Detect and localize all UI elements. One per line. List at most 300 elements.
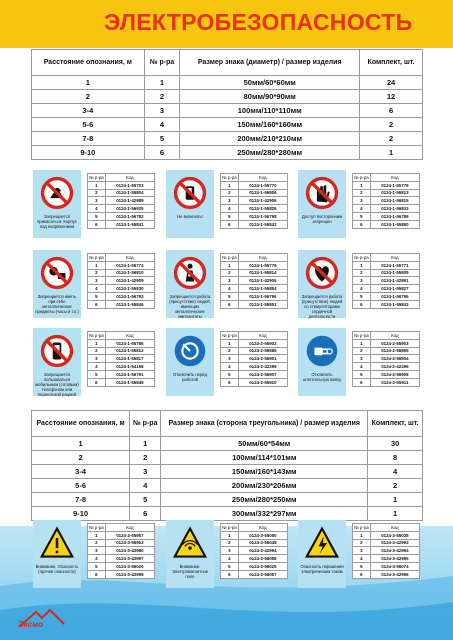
code-table-header: № р-ра [89,524,104,530]
product-code: 0124-3-42993 [370,539,419,547]
code-row [353,205,420,213]
sign-card [33,520,81,588]
code-row [353,197,420,205]
product-code: 0124-1-54158 [105,363,154,371]
code-row [88,539,155,547]
size-number: 4 [88,555,106,563]
table-cell: 150мм/160*160мм [180,118,360,132]
size-number: 1 [88,531,106,539]
code-table-header: Код [238,254,287,262]
product-code: 0124-1-55779 [370,181,419,189]
code-row [88,370,155,378]
size-number: 5 [88,370,106,378]
sign-card [33,250,81,318]
size-number: 3 [353,197,371,205]
table-row [32,451,423,465]
table-header: Размер знака (диаметр) / размер изделия [180,50,360,76]
size-number: 6 [353,220,371,228]
code-row [353,261,420,269]
code-table [87,331,155,387]
table-row [32,90,423,104]
size-number: 2 [353,189,371,197]
code-table [220,331,288,387]
sign-caption: Отключить штепсельную вилку [302,372,342,382]
sign-card [166,328,214,396]
table-cell: 200мм/210*210мм [180,132,360,146]
size-number: 1 [221,181,239,189]
code-row [221,205,288,213]
code-row [88,531,155,539]
product-code: 0124-3-56057 [238,570,287,578]
code-row [88,363,155,371]
code-table-header: № р-ра [222,332,237,338]
code-row [353,220,420,228]
code-row [221,300,288,308]
product-code: 0124-1-56810 [105,269,154,277]
code-row [88,300,155,308]
product-code: 0124-3-55957 [105,531,154,539]
code-row [221,261,288,269]
table-cell: 24 [360,76,423,90]
code-row [88,555,155,563]
product-code: 0124-3-55038 [370,531,419,539]
product-code: 0124-1-56806 [238,189,287,197]
size-number: 6 [221,378,239,386]
sign-card [166,170,214,238]
prohibition-water-icon [40,176,74,210]
code-table-header: Код [105,254,154,262]
table-row [32,479,423,493]
code-table-header: № р-ра [354,174,369,180]
table-row [32,76,423,90]
code-row [353,570,420,578]
sign-caption: Внимание. Опасность (прочие опасности) [35,564,79,574]
table-cell: 4 [368,465,423,479]
product-code: 0124-2-56908 [370,370,419,378]
prohibition-pacemaker-icon [305,256,339,290]
table-cell: 100мм/114*101мм [161,451,368,465]
code-row [353,189,420,197]
size-number: 1 [221,531,239,539]
code-table-header: Код [238,332,287,340]
product-code: 0124-1-56789 [370,212,419,220]
size-number: 1 [353,339,371,347]
code-table-header: Код [105,524,154,532]
code-table [87,173,155,229]
code-row [221,547,288,555]
prohibition-implant-icon [173,256,207,290]
code-row [88,212,155,220]
code-row [353,292,420,300]
code-table [87,253,155,309]
size-number: 1 [221,339,239,347]
product-code: 0124-1-55774 [105,261,154,269]
size-number: 5 [88,212,106,220]
code-row [88,347,155,355]
product-code: 0124-1-55841 [105,220,154,228]
product-code: 0124-1-55851 [238,300,287,308]
size-number: 4 [221,205,239,213]
table-cell: 1 [130,437,161,451]
table-row [32,104,423,118]
product-code: 0124-3-56025 [238,562,287,570]
sign-caption: Запрещается иметь при себе металлические предметы (часы и т.п.) [35,294,79,314]
table-row [32,465,423,479]
size-number: 2 [88,347,106,355]
table-cell: 6 [144,146,180,160]
product-code: 0124-3-42998 [105,570,154,578]
table-cell: 1 [368,493,423,507]
size-number: 3 [88,197,106,205]
table-cell: 1 [360,146,423,160]
code-row [353,562,420,570]
code-row [221,339,288,347]
code-row [88,292,155,300]
code-table [220,173,288,229]
code-row [88,285,155,293]
code-table [220,253,288,309]
size-number: 3 [353,355,371,363]
sign-card [33,170,81,238]
code-row [353,547,420,555]
table-cell: 1 [368,507,423,521]
sign-caption: Доступ посторонним запрещен [301,214,343,224]
table-row [32,118,423,132]
table-cell: 1 [144,76,180,90]
code-row [88,570,155,578]
code-table-header: № р-ра [222,174,237,180]
product-code: 0124-1-56791 [105,370,154,378]
table-cell: 5-6 [32,479,130,493]
product-code: 0124-2-42299 [370,363,419,371]
code-row [221,370,288,378]
table-cell: 50мм/60*54мм [161,437,368,451]
size-number: 4 [88,285,106,293]
product-code: 0124-2-55911 [370,378,419,386]
product-code: 0124-1-42989 [105,197,154,205]
product-code: 0124-3-56953 [105,539,154,547]
code-row [353,285,420,293]
size-number: 5 [88,292,106,300]
code-table [220,523,288,579]
code-row [88,562,155,570]
sign-caption: Отключить перед работой [173,372,207,382]
code-row [221,347,288,355]
product-code: 0124-1-56833 [370,205,419,213]
table-cell: 1 [32,76,145,90]
table-cell: 4 [130,479,161,493]
table-header: Комплект, шт. [368,411,423,437]
product-code: 0124-1-55771 [370,261,419,269]
code-row [88,355,155,363]
sign-caption: Запрещается прикасаться. Корпус под напряжением [37,214,77,229]
product-code: 0124-1-42909 [105,277,154,285]
size-number: 5 [88,562,106,570]
size-number: 3 [221,547,239,555]
size-number: 1 [221,261,239,269]
size-number: 1 [353,181,371,189]
table-cell: 1 [32,437,130,451]
table-cell: 50мм/60*60мм [180,76,360,90]
code-row [221,189,288,197]
product-code: 0124-2-56901 [238,355,287,363]
table-cell: 2 [144,90,180,104]
size-number: 4 [88,363,106,371]
size-number: 2 [353,539,371,547]
code-row [221,181,288,189]
size-number: 2 [88,269,106,277]
size-number: 6 [221,570,239,578]
product-code: 0124-1-55804 [105,189,154,197]
size-number: 3 [221,277,239,285]
product-code: 0124-2-56886 [238,347,287,355]
code-table-header: Код [370,174,419,182]
table-cell: 300мм/332*297мм [161,507,368,521]
product-code: 0124-1-55850 [370,220,419,228]
code-row [221,269,288,277]
warning-general-icon [40,526,74,560]
size-number: 2 [88,189,106,197]
product-code: 0124-2-55910 [238,378,287,386]
product-code: 0124-3-55050 [238,531,287,539]
size-number: 2 [88,539,106,547]
table-cell: 3 [144,104,180,118]
prohibition-hand-icon [305,176,339,210]
table-cell: 80мм/90*90мм [180,90,360,104]
code-row [88,378,155,386]
code-table [352,331,420,387]
size-number: 3 [221,355,239,363]
code-table [87,523,155,579]
product-code: 0124-2-56895 [370,347,419,355]
size-number: 2 [221,539,239,547]
product-code: 0124-1-55703 [105,181,154,189]
code-row [88,220,155,228]
product-code: 0124-1-55830 [105,285,154,293]
code-table [352,523,420,579]
code-table-header: № р-ра [354,332,369,338]
code-row [221,570,288,578]
sign-caption: Внимание. Электромагнитное поле [171,564,209,579]
table-header: № р-ра [130,411,161,437]
code-row [353,378,420,386]
product-code: 0124-1-55817 [105,355,154,363]
code-row [88,261,155,269]
size-number: 2 [353,269,371,277]
size-number: 2 [221,269,239,277]
table-row [32,146,423,160]
product-code: 0124-1-55842 [238,220,287,228]
prohibition-metal-items-icon [40,256,74,290]
table-header: Размер знака (сторона треугольника) / размер изделия [161,411,368,437]
size-number: 4 [88,205,106,213]
table-cell: 2 [368,479,423,493]
sign-caption: Запрещается пользоваться мобильным (сотовым) телефоном или переносной рацией [35,372,79,397]
product-code: 0124-1-42905 [238,277,287,285]
product-code: 0124-2-56904 [370,355,419,363]
product-code: 0124-1-55809 [370,269,419,277]
table-cell: 3 [130,465,161,479]
product-code: 0124-1-55786 [105,339,154,347]
sign-caption: Опасность поражения электрическим током [300,564,344,574]
sign-card [298,250,346,318]
product-code: 0124-1-55826 [238,205,287,213]
table-header: Комплект, шт. [360,50,423,76]
size-number: 3 [353,547,371,555]
code-table-header: Код [105,174,154,182]
page-title: ЭЛЕКТРОБЕЗОПАСНОСТЬ [104,9,413,35]
sign-card [298,170,346,238]
product-code: 0124-2-55903 [370,339,419,347]
size-number: 6 [88,220,106,228]
code-row [353,355,420,363]
size-number: 4 [353,363,371,371]
code-row [221,285,288,293]
code-row [221,277,288,285]
product-code: 0124-1-55827 [370,285,419,293]
table-cell: 2 [32,451,130,465]
code-row [221,562,288,570]
table-header: № р-ра [144,50,180,76]
table-cell: 2 [360,132,423,146]
size-number: 1 [88,181,106,189]
table-cell: 9-10 [32,507,130,521]
publisher-logo-text: Эксмо [18,620,44,629]
size-number: 3 [353,277,371,285]
table-cell: 30 [368,437,423,451]
product-code: 0124-1-55854 [238,285,287,293]
product-code: 0124-3-56048 [238,539,287,547]
code-row [88,205,155,213]
code-row [353,181,420,189]
code-row [353,370,420,378]
product-code: 0124-3-56074 [370,562,419,570]
size-number: 2 [353,347,371,355]
prohibition-phone-icon [40,334,74,368]
table-cell: 5 [144,132,180,146]
table-cell: 2 [32,90,145,104]
code-row [221,197,288,205]
code-row [353,300,420,308]
code-row [353,212,420,220]
table-row [32,132,423,146]
size-number: 6 [88,378,106,386]
code-table-header: Код [238,174,287,182]
product-code: 0124-3-42994 [370,547,419,555]
product-code: 0124-1-56796 [238,292,287,300]
table-cell: 12 [360,90,423,104]
product-code: 0124-1-56813 [370,189,419,197]
size-number: 4 [353,205,371,213]
code-row [353,555,420,563]
table-cell: 250мм/280*250мм [161,493,368,507]
product-code: 0124-1-56798 [238,212,287,220]
product-code: 0124-1-55843 [370,300,419,308]
size-number: 2 [221,347,239,355]
size-number: 1 [88,339,106,347]
table-cell: 250мм/280*280мм [180,146,360,160]
mandatory-unplug-icon [305,334,339,368]
table-header: Расстояние опознания, м [32,50,145,76]
code-row [353,531,420,539]
product-code: 0124-3-42997 [105,555,154,563]
code-row [221,220,288,228]
code-row [88,277,155,285]
product-code: 0124-1-55814 [238,269,287,277]
product-code: 0124-3-56020 [105,562,154,570]
code-row [353,347,420,355]
mandatory-disconnect-icon [173,334,207,368]
size-table-triangle [31,410,423,522]
size-number: 6 [353,570,371,578]
size-number: 4 [221,285,239,293]
table-cell: 4 [144,118,180,132]
size-number: 3 [221,197,239,205]
product-code: 0124-1-55846 [105,300,154,308]
code-row [88,181,155,189]
code-table-header: № р-ра [354,254,369,260]
table-cell: 3-4 [32,104,145,118]
table-cell: 7-8 [32,132,145,146]
code-row [88,547,155,555]
size-number: 1 [88,261,106,269]
size-number: 6 [88,300,106,308]
product-code: 0124-1-55812 [105,347,154,355]
code-table-header: Код [105,332,154,340]
table-cell: 5 [130,493,161,507]
code-row [221,539,288,547]
product-code: 0124-1-55849 [105,378,154,386]
size-number: 3 [88,277,106,285]
code-table [352,173,420,229]
product-code: 0124-1-56795 [370,292,419,300]
code-table [352,253,420,309]
table-row [32,493,423,507]
table-cell: 5-6 [32,118,145,132]
table-row [32,507,423,521]
prohibition-switch-icon [173,176,207,210]
size-number: 6 [221,300,239,308]
sign-card [298,520,346,588]
product-code: 0124-1-42891 [370,277,419,285]
product-code: 0124-2-42299 [238,363,287,371]
code-table-header: № р-ра [89,332,104,338]
table-cell: 100мм/110*110мм [180,104,360,118]
code-row [221,531,288,539]
sign-caption: Не включать! [177,214,203,219]
size-number: 5 [353,562,371,570]
product-code: 0124-1-56782 [105,212,154,220]
table-cell: 200мм/230*206мм [161,479,368,493]
table-cell: 2 [130,451,161,465]
product-code: 0124-3-42996 [370,570,419,578]
size-number: 5 [353,212,371,220]
size-number: 6 [353,378,371,386]
sign-caption: Запрещается работа (присутствие) людей, имеющих металлические имплантаты [169,294,211,319]
size-number: 3 [88,547,106,555]
code-row [353,277,420,285]
product-code: 0124-1-56815 [370,197,419,205]
product-code: 0124-3-42995 [370,555,419,563]
table-row [32,437,423,451]
size-number: 4 [221,555,239,563]
product-code: 0124-2-55902 [238,339,287,347]
size-number: 3 [88,355,106,363]
table-cell: 6 [130,507,161,521]
table-cell: 9-10 [32,146,145,160]
size-number: 5 [221,212,239,220]
code-row [353,269,420,277]
